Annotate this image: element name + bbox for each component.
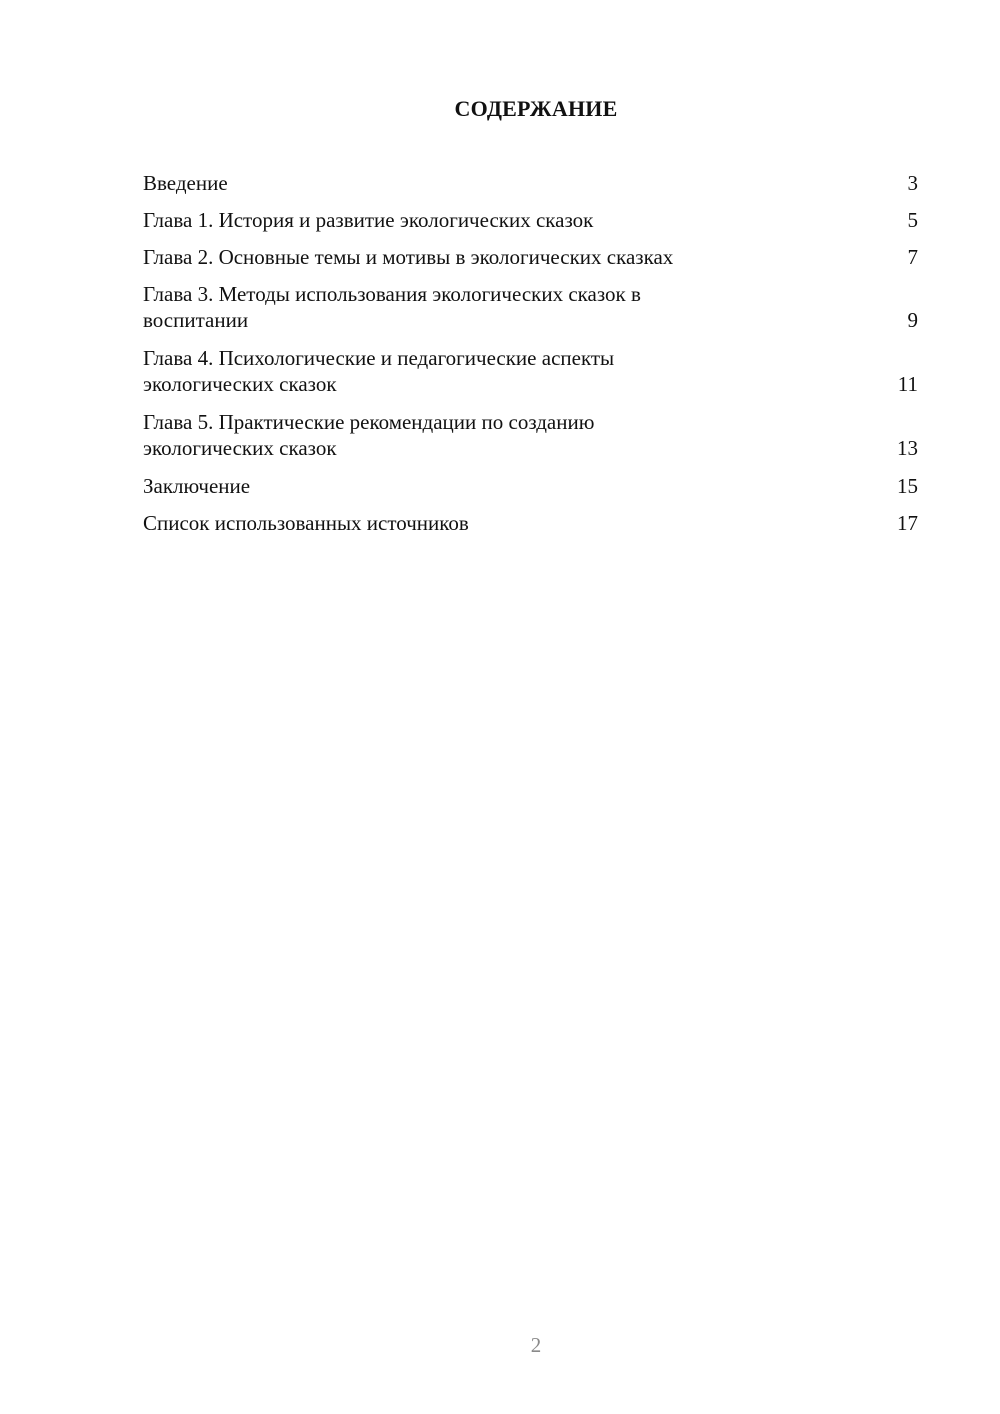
toc-entry-conclusion xyxy=(143,473,918,499)
toc-entry-chapter-2 xyxy=(143,244,918,270)
toc-entry-chapter-3 xyxy=(143,281,918,333)
toc-entry-page: 9 xyxy=(907,308,918,332)
toc-entry-page: 15 xyxy=(897,474,918,498)
toc-entry-line: Заключение xyxy=(143,474,251,498)
page-number: 2 xyxy=(530,1333,542,1357)
toc-entry-text xyxy=(143,170,908,196)
toc-entry-page: 3 xyxy=(907,171,918,195)
toc-entry-line: Глава 2. Основные темы и мотивы в экологических сказках xyxy=(143,245,674,269)
toc-entry-line: Глава 5. Практические рекомендации по созданию xyxy=(143,410,595,434)
toc-entry-text xyxy=(143,345,898,397)
toc-entry-line: Введение xyxy=(143,171,228,195)
toc-entry-text xyxy=(143,409,897,461)
toc-entry-page: 11 xyxy=(897,372,918,396)
toc-entry-page: 5 xyxy=(907,208,918,232)
toc-entry-text xyxy=(143,244,908,270)
toc-entry-chapter-5 xyxy=(143,409,918,461)
toc-entry-line: Глава 3. Методы использования экологических сказок в xyxy=(143,282,641,306)
toc-entry-chapter-1 xyxy=(143,207,918,233)
toc-entry-line: экологических сказок xyxy=(143,372,337,396)
toc-entry-line: Список использованных источников xyxy=(143,511,469,535)
toc-entry-text xyxy=(143,510,897,536)
toc-entry-line: Глава 1. История и развитие экологических сказок xyxy=(143,208,594,232)
toc-entry-text xyxy=(143,473,897,499)
toc-entry-text xyxy=(143,281,908,333)
toc-entry-line: воспитании xyxy=(143,308,249,332)
toc-entry-line: экологических сказок xyxy=(143,436,337,460)
toc-entry-references xyxy=(143,510,918,536)
toc-entry-page: 7 xyxy=(907,245,918,269)
toc-entry-introduction xyxy=(143,170,918,196)
toc-entry-text xyxy=(143,207,908,233)
toc-entry-page: 17 xyxy=(897,511,918,535)
table-of-contents xyxy=(143,170,918,547)
toc-entry-chapter-4 xyxy=(143,345,918,397)
toc-entry-line: Глава 4. Психологические и педагогические аспекты xyxy=(143,346,615,370)
toc-entry-page: 13 xyxy=(897,436,918,460)
toc-heading: СОДЕРЖАНИЕ xyxy=(454,96,618,121)
